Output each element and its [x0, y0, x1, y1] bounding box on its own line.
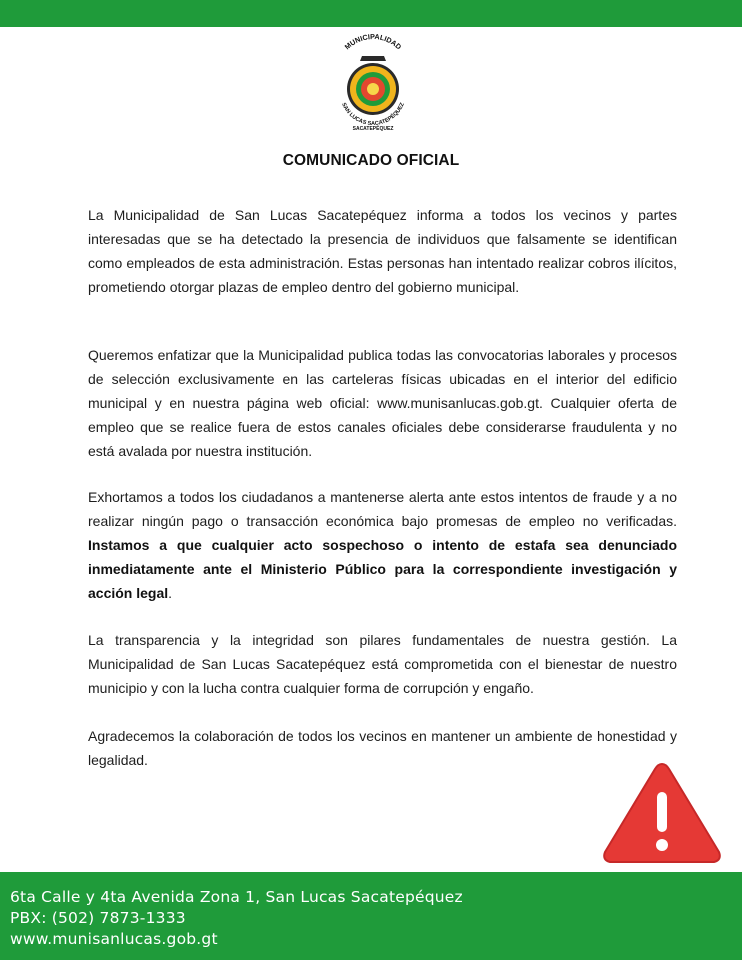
footer-phone: PBX: (502) 7873-1333: [10, 909, 186, 927]
svg-text:MUNICIPALIDAD: [343, 34, 404, 51]
footer-website-link[interactable]: www.munisanlucas.gob.gt: [10, 930, 218, 948]
footer: [0, 872, 742, 960]
footer-address: 6ta Calle y 4ta Avenida Zona 1, San Lucas Sacatepéquez: [10, 888, 463, 906]
paragraph-2: Queremos enfatizar que la Municipalidad publica todas las convocatorias laborales y procesos de selección exclusivamente en las carteleras físicas ubicadas en el interior del edificio municipal y en nuestra página web oficial: www.munisanlucas.gob.gt. Cualquier oferta de empleo que se realice fuera de estos canales oficiales debe considerarse fraudulenta y no está avalada por nuestra institución.: [88, 347, 677, 459]
logo-top-text: MUNICIPALIDAD: [342, 34, 404, 52]
logo-bottom-text: SACATEPÉQUEZ: [352, 126, 394, 132]
paragraph-3-text: Exhortamos a todos los ciudadanos a mantenerse alerta ante estos intentos de fraude y a no realizar ningún pago o transacción económica bajo promesas de empleo no verificadas.: [88, 489, 677, 529]
document-title: COMUNICADO OFICIAL: [282, 152, 460, 169]
logo-emblem: [347, 56, 399, 115]
warning-triangle-icon: [600, 760, 724, 866]
paragraph-1: La Municipalidad de San Lucas Sacatepéquez informa a todos los vecinos y partes interesadas que se ha detectado la presencia de individuos que falsamente se identifican como empleados de esta administración. Estas personas han intentado realizar cobros ilícitos, prometiendo otorgar plazas de empleo dentro del gobierno municipal.: [88, 207, 677, 295]
paragraph-3: [88, 485, 677, 605]
paragraph-3-end: .: [168, 585, 173, 601]
top-green-bar: [0, 0, 742, 27]
paragraph-3-bold-text: Instamos a que cualquier acto sospechoso o intento de estafa sea denunciado inmediatamente ante el Ministerio Público para la correspondiente investigación y acción legal: [88, 537, 677, 601]
municipal-logo: [330, 34, 416, 134]
paragraph-4: La transparencia y la integridad son pilares fundamentales de nuestra gestión. La Municipalidad de San Lucas Sacatepéquez está comprometida con el bienestar de nuestro municipio y con la lucha contra cualquier forma de corrupción y engaño.: [88, 632, 677, 696]
paragraph-5: Agradecemos la colaboración de todos los vecinos en mantener un ambiente de honestidad y legalidad.: [88, 728, 677, 768]
logo-ring-text: SAN LUCAS SACATEPÉQUEZ: [340, 101, 406, 128]
